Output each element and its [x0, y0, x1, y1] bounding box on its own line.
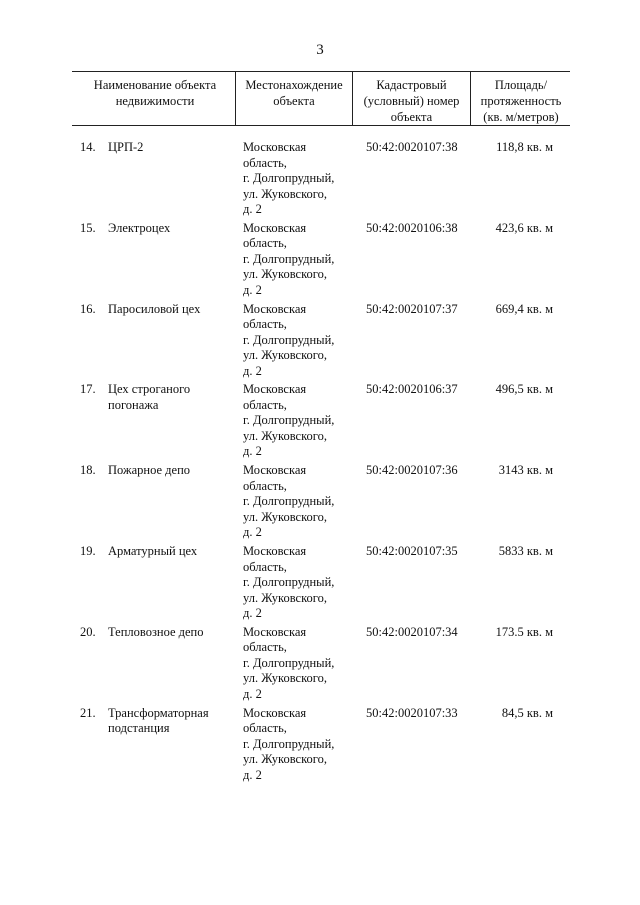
- object-name: Трансформаторная подстанция: [108, 705, 209, 736]
- row-number: 20.: [80, 624, 96, 639]
- location-line: ул. Жуковского,: [243, 671, 327, 686]
- location-line: г. Долгопрудный,: [243, 494, 335, 509]
- location-line: г. Долгопрудный,: [243, 736, 335, 751]
- object-area: 84,5 кв. м: [501, 705, 553, 720]
- object-name: Арматурный цех: [108, 544, 198, 558]
- location-line: Московская: [243, 624, 307, 639]
- header-name: Наименование объекта недвижимости: [93, 78, 217, 108]
- location-line: Московская: [243, 301, 307, 316]
- cadastral-number: 50:42:0020107:35: [366, 544, 458, 558]
- table-row: [0, 625, 640, 705]
- object-area: 173.5 кв. м: [495, 624, 553, 639]
- object-location: [243, 544, 353, 622]
- object-location: [243, 302, 353, 380]
- row-number: 17.: [80, 382, 96, 397]
- object-area: 496,5 кв. м: [495, 382, 553, 397]
- page-number: 3: [316, 42, 324, 58]
- header-divider-3: [470, 71, 471, 126]
- header-divider-2: [352, 71, 353, 126]
- location-line: область,: [243, 236, 287, 251]
- location-line: ул. Жуковского,: [243, 428, 327, 443]
- object-location: [243, 625, 353, 703]
- object-name: Паросиловой цех: [108, 301, 201, 316]
- location-line: Московская: [243, 463, 307, 478]
- object-location: [243, 382, 353, 460]
- cadastral-number: 50:42:0020107:37: [366, 301, 458, 316]
- location-line: г. Долгопрудный,: [243, 251, 335, 266]
- object-name: Электроцех: [108, 220, 171, 235]
- location-line: Московская: [243, 705, 307, 720]
- location-line: область,: [243, 640, 287, 655]
- location-line: г. Долгопрудный,: [243, 575, 335, 589]
- object-area: 423,6 кв. м: [495, 220, 553, 235]
- object-area: 5833 кв. м: [498, 544, 553, 558]
- location-line: область,: [243, 155, 287, 170]
- location-line: д. 2: [243, 282, 262, 297]
- object-area: 3143 кв. м: [498, 463, 553, 478]
- cadastral-number: 50:42:0020107:36: [366, 463, 458, 478]
- object-location: [243, 463, 353, 541]
- row-number: 16.: [80, 301, 96, 316]
- location-line: д. 2: [243, 767, 262, 782]
- object-name: Тепловозное депо: [108, 624, 204, 639]
- location-line: область,: [243, 397, 287, 412]
- object-location: [243, 706, 353, 784]
- table-row: [0, 140, 640, 220]
- table-row: [0, 544, 640, 624]
- location-line: д. 2: [243, 444, 262, 459]
- cadastral-number: 50:42:0020107:34: [366, 624, 458, 639]
- location-line: ул. Жуковского,: [243, 752, 327, 767]
- location-line: д. 2: [243, 363, 262, 378]
- table-row: [0, 706, 640, 786]
- header-cadastral: Кадастровый (условный) номер объекта: [363, 78, 460, 124]
- row-number: 21.: [80, 705, 96, 720]
- location-line: область,: [243, 721, 287, 736]
- object-name: Пожарное депо: [108, 463, 191, 478]
- location-line: д. 2: [243, 606, 262, 620]
- location-line: ул. Жуковского,: [243, 348, 327, 363]
- location-line: д. 2: [243, 686, 262, 701]
- object-area: 669,4 кв. м: [495, 301, 553, 316]
- row-number: 18.: [80, 463, 96, 478]
- location-line: г. Долгопрудный,: [243, 413, 335, 428]
- location-line: Московская: [243, 382, 307, 397]
- location-line: область,: [243, 559, 287, 574]
- location-line: д. 2: [243, 202, 262, 216]
- object-location: [243, 140, 353, 218]
- location-line: Московская: [243, 140, 307, 154]
- location-line: ул. Жуковского,: [243, 186, 327, 201]
- table-row: [0, 382, 640, 462]
- location-line: ул. Жуковского,: [243, 509, 327, 524]
- table-row: [0, 302, 640, 382]
- location-line: Московская: [243, 544, 307, 558]
- header-divider-1: [235, 71, 236, 126]
- header-area: Площадь/ протяженность (кв. м/метров): [480, 78, 562, 124]
- row-number: 14.: [80, 140, 96, 154]
- object-location: [243, 221, 353, 299]
- location-line: область,: [243, 317, 287, 332]
- location-line: ул. Жуковского,: [243, 590, 327, 605]
- header-location: Местонахождение объекта: [245, 78, 343, 108]
- location-line: область,: [243, 478, 287, 493]
- location-line: ул. Жуковского,: [243, 267, 327, 282]
- location-line: г. Долгопрудный,: [243, 332, 335, 347]
- location-line: д. 2: [243, 525, 262, 540]
- table-header-bottom-rule: [72, 125, 570, 126]
- cadastral-number: 50:42:0020106:37: [366, 382, 458, 397]
- cadastral-number: 50:42:0020106:38: [366, 220, 458, 235]
- location-line: г. Долгопрудный,: [243, 655, 335, 670]
- table-row: [0, 221, 640, 301]
- cadastral-number: 50:42:0020107:33: [366, 705, 458, 720]
- object-name: ЦРП-2: [108, 140, 144, 154]
- object-area: 118,8 кв. м: [496, 140, 553, 154]
- table-row: [0, 463, 640, 543]
- location-line: г. Долгопрудный,: [243, 171, 335, 185]
- table-header-top-rule: [72, 71, 570, 72]
- row-number: 15.: [80, 220, 96, 235]
- cadastral-number: 50:42:0020107:38: [366, 140, 458, 154]
- object-name: Цех строганого погонажа: [108, 382, 191, 412]
- row-number: 19.: [80, 544, 96, 558]
- location-line: Московская: [243, 220, 307, 235]
